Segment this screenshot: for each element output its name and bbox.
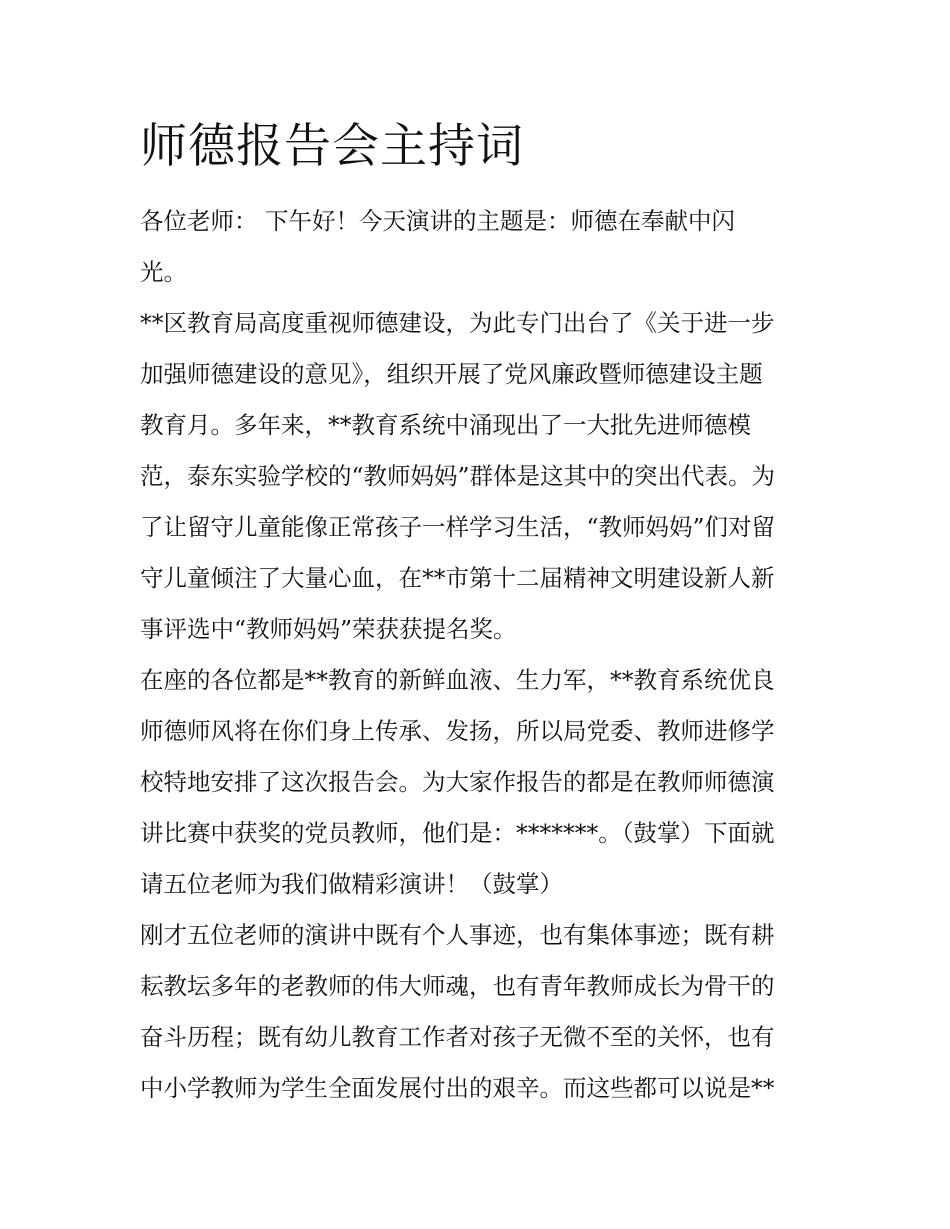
text-line: 在座的各位都是**教育的新鲜血液、生力军，**教育系统优良 bbox=[140, 666, 775, 694]
text-line: 校特地安排了这次报告会。为大家作报告的都是在教师师德演 bbox=[140, 768, 775, 796]
document-body bbox=[140, 108, 816, 1114]
text-line: 请五位老师为我们做精彩演讲！（鼓掌） bbox=[140, 870, 563, 898]
paragraph-summary bbox=[140, 910, 816, 1114]
paragraph-greeting bbox=[140, 196, 816, 298]
text-line: 光。 bbox=[140, 258, 187, 286]
text-line: 事评选中“教师妈妈”荣获获提名奖。 bbox=[140, 615, 517, 643]
text-line: **区教育局高度重视师德建设，为此专门出台了《关于进一步 bbox=[140, 309, 775, 337]
text-line: 范，泰东实验学校的“教师妈妈”群体是这其中的突出代表。为 bbox=[140, 462, 776, 490]
text-line: 刚才五位老师的演讲中既有个人事迹，也有集体事迹；既有耕 bbox=[140, 921, 775, 949]
text-line: 讲比赛中获奖的党员教师，他们是：*******。（鼓掌）下面就 bbox=[140, 819, 775, 847]
paragraph-introduction bbox=[140, 655, 816, 910]
document-title: 师德报告会主持词 bbox=[140, 119, 524, 174]
text-line: 加强师德建设的意见》，组织开展了党风廉政暨师德建设主题 bbox=[140, 360, 763, 388]
text-line: 中小学教师为学生全面发展付出的艰辛。而这些都可以说是** bbox=[140, 1074, 775, 1102]
text-line: 耘教坛多年的老教师的伟大师魂，也有青年教师成长为骨干的 bbox=[140, 972, 775, 1000]
paragraph-background bbox=[140, 298, 816, 655]
text-line: 各位老师： 下午好！今天演讲的主题是：师德在奉献中闪 bbox=[140, 207, 735, 235]
text-line: 了让留守儿童能像正常孩子一样学习生活，“教师妈妈”们对留 bbox=[140, 513, 776, 541]
text-line: 守儿童倾注了大量心血，在**市第十二届精神文明建设新人新 bbox=[140, 564, 775, 592]
text-line: 师德师风将在你们身上传承、发扬，所以局党委、教师进修学 bbox=[140, 717, 775, 745]
text-line: 奋斗历程；既有幼儿教育工作者对孩子无微不至的关怀，也有 bbox=[140, 1023, 775, 1051]
text-line: 教育月。多年来，**教育系统中涌现出了一大批先进师德模 bbox=[140, 411, 751, 439]
